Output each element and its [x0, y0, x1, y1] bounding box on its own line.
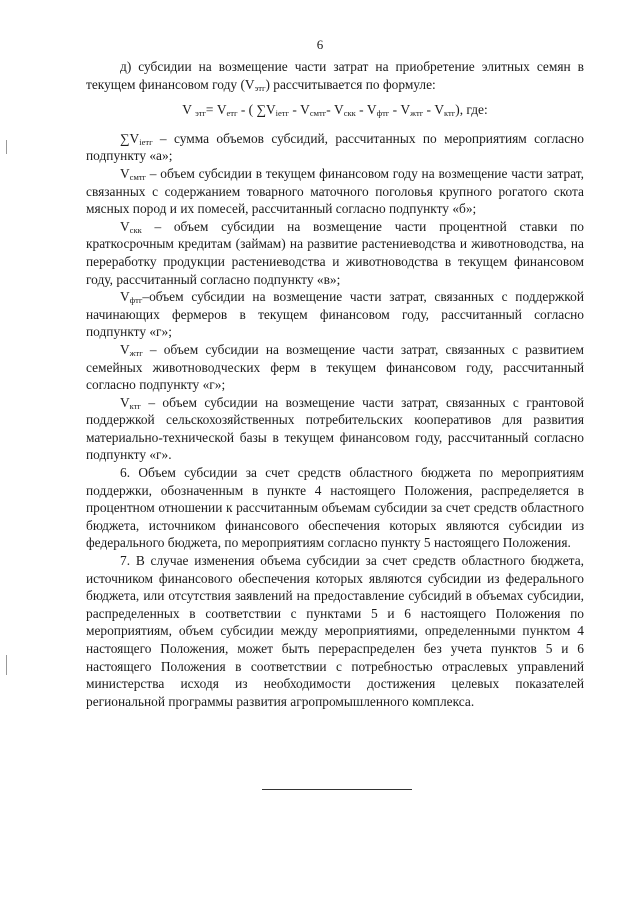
scan-margin-mark: [6, 655, 7, 675]
paragraph: $V_{фтг}$–объем субсидии на возмещение части затрат, связанных с поддержкой начинающих фермеров в текущем финансовом году, рассчитанный согласно подпункту «г»;: [86, 289, 584, 340]
page-number: 6: [316, 37, 324, 52]
paragraph: $V_{ктг}$ – объем субсидии на возмещение части затрат, связанных с грантовой поддержкой сельскохозяйственных потребительских кооперативов для развития материально-технической базы в текущем финансовом году, рассчитанный согласно подпункту «г».: [86, 394, 584, 463]
scan-margin-mark: [6, 140, 7, 154]
document-body: [86, 58, 584, 710]
formula-line: V $_{этг}= V_{етг}$ - ( $\sum V_{iетг} - V_{смтг}-$ $V_{скк} - V_{фтг} - V_{жтг} - V_{ктг}$), где:: [182, 102, 488, 119]
paragraph: $V_{смтг}$ – объем субсидии в текущем финансовом году на возмещение части затрат, связанных с содержанием товарного маточного поголовья крупного рогатого скота мясных пород и их помесей, рассчитанный согласно подпункту «б»;: [86, 165, 584, 217]
end-separator-line: [262, 789, 412, 790]
paragraph: д) субсидии на возмещение части затрат на приобретение элитных семян в текущем финансовом году $(V_{этг})$ рассчитывается по формуле:: [86, 59, 584, 93]
paragraph: $\sum V_{iетг}$ – сумма объемов субсидий, рассчитанных по мероприятиям согласно подпункту «а»;: [86, 130, 584, 164]
paragraph: 6. Объем субсидии за счет средств областного бюджета по мероприятиям поддержки, обозначенным в пункте 4 настоящего Положения, распределяется в процентном отношении к рассчитанным объемам субсидии за счет средств областного бюджета, источником финансового обеспечения которых являются субсидии из федерального бюджета, по мероприятиям согласно пункту 5 настоящего Положения.: [86, 465, 584, 551]
paragraph: $V_{скк}$ – объем субсидии на возмещение части процентной ставки по краткосрочным кредитам (займам) на развитие растениеводства и животноводства, на переработку продукции растениеводства и животноводства в текущем финансовом году, рассчитанный согласно подпункту «в»;: [86, 218, 584, 287]
paragraph: $V_{жтг}$ – объем субсидии на возмещение части затрат, связанных с развитием семейных животноводческих ферм в текущем финансовом году, рассчитанный согласно подпункту «г»;: [86, 341, 584, 393]
paragraph: 7. В случае изменения объема субсидии за счет средств областного бюджета, источником финансового обеспечения которых являются субсидии из федерального бюджета, или отсутствия заявлений на предоставление субсидий в объемах субсидии, распределенных в соответствии с пунктами 5 и 6 настоящего Положения по мероприятиям, объем субсидии между мероприятиями, определенными пунктом 4 настоящего Положения, может быть перераспределен без учета пунктов 5 и 6 настоящего Положения в соответствии с потребностью отраслевых управлений министерства исходя из необходимости достижения целевых показателей региональной программы развития агропромышленного комплекса.: [86, 553, 584, 709]
